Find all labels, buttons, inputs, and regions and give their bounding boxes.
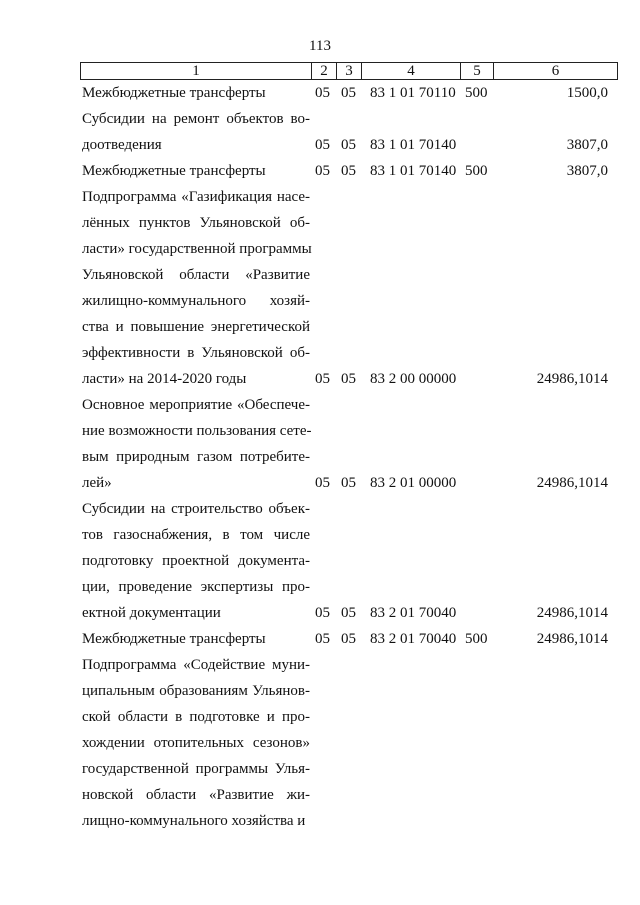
- description-line: Межбюджетные трансферты: [82, 631, 266, 647]
- description-line: ской области в подготовке и про-: [82, 709, 310, 725]
- description-line: лённых пунктов Ульяновской об-: [82, 215, 310, 231]
- cell-c2: 05: [315, 605, 330, 621]
- row-description: [82, 158, 310, 184]
- description-line: Межбюджетные трансферты: [82, 85, 266, 101]
- description-line: Основное мероприятие «Обеспече-: [82, 397, 310, 413]
- description-line: ние возможности пользования сете-: [82, 423, 312, 439]
- cell-c3: 05: [341, 137, 356, 153]
- cell-c2: 05: [315, 137, 330, 153]
- description-line: государственной программы Улья-: [82, 761, 310, 777]
- row-description: [82, 106, 310, 158]
- cell-c2: 05: [315, 475, 330, 491]
- row-description: [82, 626, 310, 652]
- cell-c5: 500: [465, 631, 488, 647]
- cell-c6: 1500,0: [566, 85, 608, 101]
- cell-c4: 83 2 00 00000: [370, 371, 457, 387]
- description-line: жилищно-коммунального хозяй-: [82, 293, 310, 309]
- description-line: ектной документации: [82, 605, 221, 621]
- description-line: Подпрограмма «Содействие муни-: [82, 657, 310, 673]
- header-col-2: 2: [312, 63, 337, 80]
- row-description: [82, 392, 310, 496]
- cell-c4: 83 1 01 70110: [370, 85, 456, 101]
- page-number: 113: [309, 38, 331, 54]
- description-line: тов газоснабжения, в том числе: [82, 527, 310, 543]
- description-line: эффективности в Ульяновской об-: [82, 345, 310, 361]
- cell-c6: 3807,0: [566, 137, 608, 153]
- cell-c3: 05: [341, 163, 356, 179]
- cell-c4: 83 1 01 70140: [370, 137, 457, 153]
- description-line: ципальным образованиям Ульянов-: [82, 683, 310, 699]
- header-col-4: 4: [362, 63, 461, 80]
- description-line: подготовку проектной документа-: [82, 553, 310, 569]
- row-description: [82, 80, 310, 106]
- budget-table-body: [0, 80, 640, 834]
- cell-c3: 05: [341, 631, 356, 647]
- cell-c5: 500: [465, 163, 488, 179]
- description-line: Ульяновской области «Развитие: [82, 267, 310, 283]
- table-row: [0, 626, 640, 652]
- cell-c3: 05: [341, 605, 356, 621]
- description-line: лей»: [82, 475, 112, 491]
- row-description: [82, 496, 310, 626]
- cell-c2: 05: [315, 371, 330, 387]
- cell-c3: 05: [341, 85, 356, 101]
- cell-c4: 83 2 01 00000: [370, 475, 457, 491]
- description-line: ства и повышение энергетической: [82, 319, 310, 335]
- description-line: вым природным газом потребите-: [82, 449, 310, 465]
- cell-c6: 24986,1014: [536, 475, 608, 491]
- table-row: [0, 158, 640, 184]
- header-col-3: 3: [337, 63, 362, 80]
- cell-c6: 24986,1014: [536, 631, 608, 647]
- description-line: Подпрограмма «Газификация насе-: [82, 189, 310, 205]
- cell-c4: 83 2 01 70040: [370, 631, 457, 647]
- table-row: [0, 392, 640, 496]
- table-header: [80, 62, 618, 80]
- description-line: Субсидии на строительство объек-: [82, 501, 310, 517]
- table-row: [0, 496, 640, 626]
- description-line: ции, проведение экспертизы про-: [82, 579, 310, 595]
- table-row: [0, 106, 640, 158]
- header-col-6: 6: [494, 63, 618, 80]
- cell-c4: 83 1 01 70140: [370, 163, 457, 179]
- cell-c2: 05: [315, 631, 330, 647]
- row-description: [82, 652, 310, 834]
- description-line: лищно-коммунального хозяйства и: [82, 813, 306, 829]
- table-row: [0, 80, 640, 106]
- table-row: [0, 184, 640, 392]
- row-description: [82, 184, 310, 392]
- cell-c6: 3807,0: [566, 163, 608, 179]
- cell-c2: 05: [315, 85, 330, 101]
- cell-c3: 05: [341, 371, 356, 387]
- description-line: ласти» на 2014-2020 годы: [82, 371, 247, 387]
- header-col-1: 1: [81, 63, 312, 80]
- cell-c6: 24986,1014: [536, 605, 608, 621]
- cell-c4: 83 2 01 70040: [370, 605, 457, 621]
- description-line: доотведения: [82, 137, 162, 153]
- description-line: Субсидии на ремонт объектов во-: [82, 111, 310, 127]
- description-line: ласти» государственной программы: [82, 241, 312, 257]
- description-line: Межбюджетные трансферты: [82, 163, 266, 179]
- table-row: [0, 652, 640, 834]
- cell-c5: 500: [465, 85, 488, 101]
- cell-c6: 24986,1014: [536, 371, 608, 387]
- cell-c3: 05: [341, 475, 356, 491]
- header-col-5: 5: [461, 63, 494, 80]
- cell-c2: 05: [315, 163, 330, 179]
- description-line: новской области «Развитие жи-: [82, 787, 310, 803]
- description-line: хождении отопительных сезонов»: [82, 735, 310, 751]
